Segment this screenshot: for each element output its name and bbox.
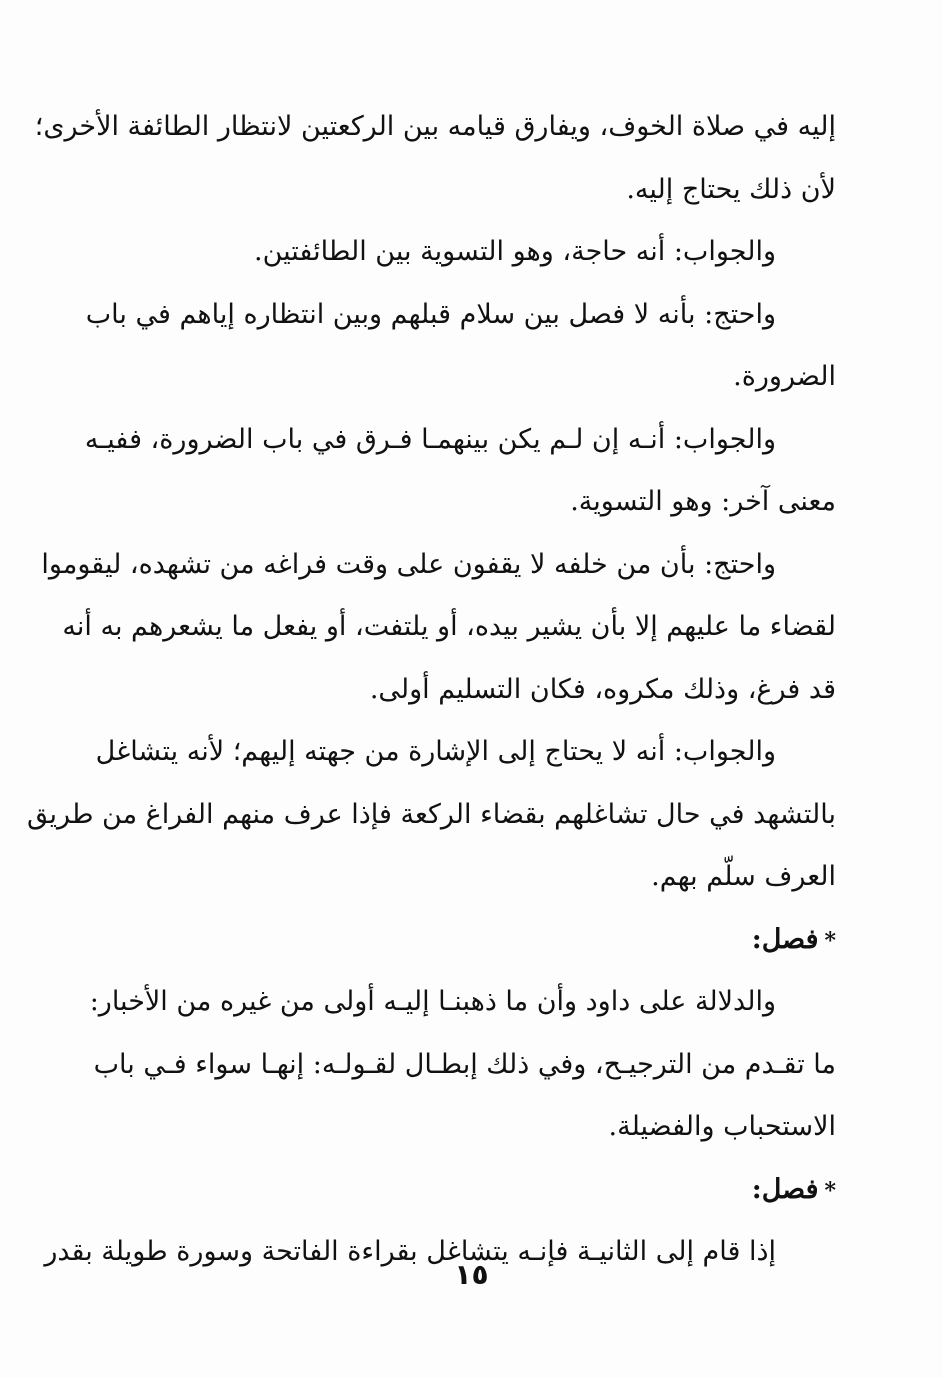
text-line: واحتج: بأنه لا فصل بين سلام قبلهم وبين انتظاره إياهم في باب <box>85 298 776 330</box>
text-line: والجواب: أنه حاجة، وهو التسوية بين الطائفتين. <box>254 236 776 267</box>
page-body-text <box>27 96 836 1284</box>
text-line: ما تقـدم من الترجيـح، وفي ذلك إبطـال لقـولـه: إنهـا سواء فـي باب <box>93 1048 836 1080</box>
text-line: والدلالة على داود وأن ما ذهبنـا إليـه أولى من غيره من الأخبار: <box>89 986 776 1017</box>
text-line: والجواب: أنـه إن لـم يكن بينهمـا فـرق في باب الضرورة، ففيـه <box>84 423 776 455</box>
section-heading-label: فصل: <box>751 1173 819 1205</box>
text-line: إليه في صلاة الخوف، ويفارق قيامه بين الركعتين لانتظار الطائفة الأخرى؛ <box>34 111 836 142</box>
text-line: الضرورة. <box>733 361 836 392</box>
text-line: واحتج: بأن من خلفه لا يقفون على وقت فراغه من تشهده، ليقوموا <box>41 548 776 580</box>
text-line: الاستحباب والفضيلة. <box>608 1111 836 1142</box>
text-line: قد فرغ، وذلك مكروه، فكان التسليم أولى. <box>369 673 836 705</box>
text-line: العرف سلّم بهم. <box>651 861 836 892</box>
text-line: لأن ذلك يحتاج إليه. <box>626 173 836 205</box>
text-line: معنى آخر: وهو التسوية. <box>570 486 836 517</box>
text-line: لقضاء ما عليهم إلا بأن يشير بيده، أو يلتفت، أو يفعل ما يشعرهم به أنه <box>62 611 836 642</box>
text-line: إذا قام إلى الثانيـة فإنـه يتشاغل بقراءة الفاتحة وسورة طويلة بقدر <box>44 1236 776 1267</box>
section-heading <box>128 1159 836 1222</box>
section-heading-label: فصل: <box>751 923 819 955</box>
heading-star-icon: * <box>824 927 836 954</box>
heading-star-icon: * <box>824 1177 836 1204</box>
page-number: ١٥ <box>454 1258 489 1291</box>
text-line: والجواب: أنه لا يحتاج إلى الإشارة من جهته إليهم؛ لأنه يتشاغل <box>95 736 776 767</box>
section-heading <box>128 909 836 972</box>
text-line: بالتشهد في حال تشاغلهم بقضاء الركعة فإذا عرف منهم الفراغ من طريق <box>27 798 836 830</box>
